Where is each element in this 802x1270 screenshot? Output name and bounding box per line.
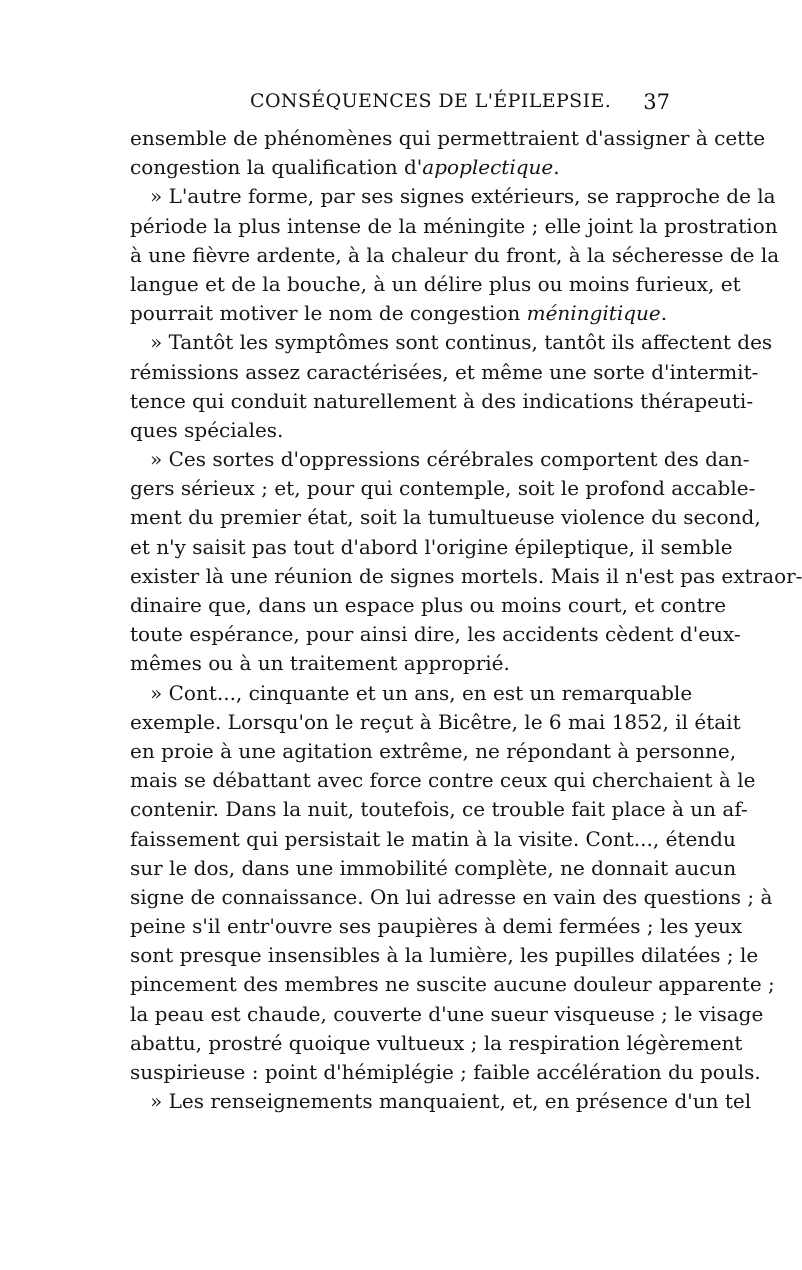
- running-title: CONSÉQUENCES DE L'ÉPILEPSIE.: [250, 90, 612, 112]
- line-text: ques spéciales.: [130, 417, 284, 442]
- text-line: [130, 241, 780, 270]
- text-line: [130, 358, 759, 387]
- line-text: ensemble de phénomènes qui permettraient d'assigner à cette: [130, 126, 766, 150]
- text-line: [130, 825, 736, 854]
- text-line: [130, 124, 766, 153]
- text-line: [130, 182, 776, 211]
- text-line: [130, 941, 759, 970]
- body-text: [130, 124, 802, 1116]
- line-text: suspirieuse : point d'hémiplégie ; faible accélération du pouls.: [130, 1060, 761, 1084]
- text-line: [130, 912, 743, 941]
- text-line: [130, 737, 737, 766]
- page-header: [130, 90, 670, 122]
- line-punctuation: .: [660, 301, 668, 326]
- text-line: [130, 1058, 761, 1087]
- line-text: abattu, prostré quoique vultueux ; la respiration légèrement: [130, 1030, 743, 1055]
- text-line: [130, 591, 727, 620]
- line-text: pincement des membres ne suscite aucune douleur apparente ;: [130, 972, 775, 997]
- text-line: [130, 328, 773, 357]
- line-text: toute espérance, pour ainsi dire, les accidents cèdent d'eux-: [130, 622, 741, 647]
- line-text: et n'y saisit pas tout d'abord l'origine épileptique, il semble: [130, 534, 733, 559]
- line-punctuation: .: [553, 155, 560, 180]
- line-text: mais se débattant avec force contre ceux qui cherchaient à le: [130, 768, 756, 793]
- line-text: pourrait motiver le nom de congestion: [130, 301, 527, 326]
- text-line: [130, 1087, 752, 1116]
- line-text: gers sérieux ; et, pour qui contemple, soit le profond accable-: [130, 476, 756, 501]
- line-text: mêmes ou à un traitement approprié.: [130, 651, 510, 676]
- line-text: ment du premier état, soit la tumultueuse violence du second,: [130, 505, 761, 530]
- line-text: » Ces sortes d'oppressions cérébrales comportent des dan-: [150, 447, 750, 472]
- line-text: exister là une réunion de signes mortels. Mais il n'est pas extraor-: [130, 563, 802, 588]
- text-line: [130, 854, 737, 883]
- line-text: sont presque insensibles à la lumière, les pupilles dilatées ; le: [130, 943, 759, 968]
- line-text: contenir. Dans la nuit, toutefois, ce trouble fait place à un af-: [130, 797, 748, 822]
- line-text: peine s'il entr'ouvre ses paupières à demi fermées ; les yeux: [130, 914, 743, 939]
- text-line: [130, 679, 693, 708]
- line-text: » Tantôt les symptômes sont continus, tantôt ils affectent des: [150, 330, 773, 355]
- text-line: [130, 1000, 764, 1029]
- italic-term: méningitique: [526, 301, 661, 326]
- text-line: [130, 708, 741, 737]
- italic-term: apoplectique: [422, 155, 554, 180]
- line-text: congestion la qualification d': [130, 155, 423, 180]
- text-line: [130, 562, 802, 591]
- page-number: 37: [643, 90, 670, 114]
- text-line: [130, 533, 733, 562]
- text-line: [130, 795, 748, 824]
- line-text: rémissions assez caractérisées, et même une sorte d'intermit-: [130, 359, 759, 384]
- line-text: » L'autre forme, par ses signes extérieurs, se rapproche de la: [150, 184, 776, 209]
- text-line: [130, 766, 756, 795]
- text-line: [130, 970, 775, 999]
- line-text: tence qui conduit naturellement à des indications thérapeuti-: [130, 388, 754, 413]
- line-text: exemple. Lorsqu'on le reçut à Bicêtre, le 6 mai 1852, il était: [130, 709, 741, 734]
- line-text: à une fièvre ardente, à la chaleur du front, à la sécheresse de la: [130, 242, 780, 267]
- line-text: signe de connaissance. On lui adresse en vain des questions ; à: [130, 884, 773, 909]
- line-text: la peau est chaude, couverte d'une sueur visqueuse ; le visage: [130, 1001, 764, 1026]
- text-line: [130, 212, 778, 241]
- line-text: » Les renseignements manquaient, et, en présence d'un tel: [150, 1089, 752, 1114]
- text-line: [130, 387, 754, 416]
- line-text: langue et de la bouche, à un délire plus ou moins furieux, et: [130, 271, 741, 296]
- text-line: [130, 883, 773, 912]
- text-line: [130, 153, 672, 182]
- text-line: [130, 445, 750, 474]
- line-text: période la plus intense de la méningite ; elle joint la prostration: [130, 213, 778, 238]
- line-text: sur le dos, dans une immobilité complète, ne donnait aucun: [130, 855, 737, 880]
- line-text: dinaire que, dans un espace plus ou moins court, et contre: [130, 593, 727, 617]
- text-line: [130, 474, 756, 503]
- text-line: [130, 416, 672, 445]
- line-text: en proie à une agitation extrême, ne répondant à personne,: [130, 738, 737, 763]
- text-line: [130, 299, 672, 328]
- text-line: [130, 270, 741, 299]
- text-line: [130, 503, 761, 532]
- line-text: faissement qui persistait le matin à la visite. Cont..., étendu: [130, 826, 736, 851]
- text-line: [130, 649, 672, 678]
- text-line: [130, 620, 741, 649]
- line-text: » Cont..., cinquante et un ans, en est un remarquable: [150, 680, 693, 705]
- text-line: [130, 1029, 743, 1058]
